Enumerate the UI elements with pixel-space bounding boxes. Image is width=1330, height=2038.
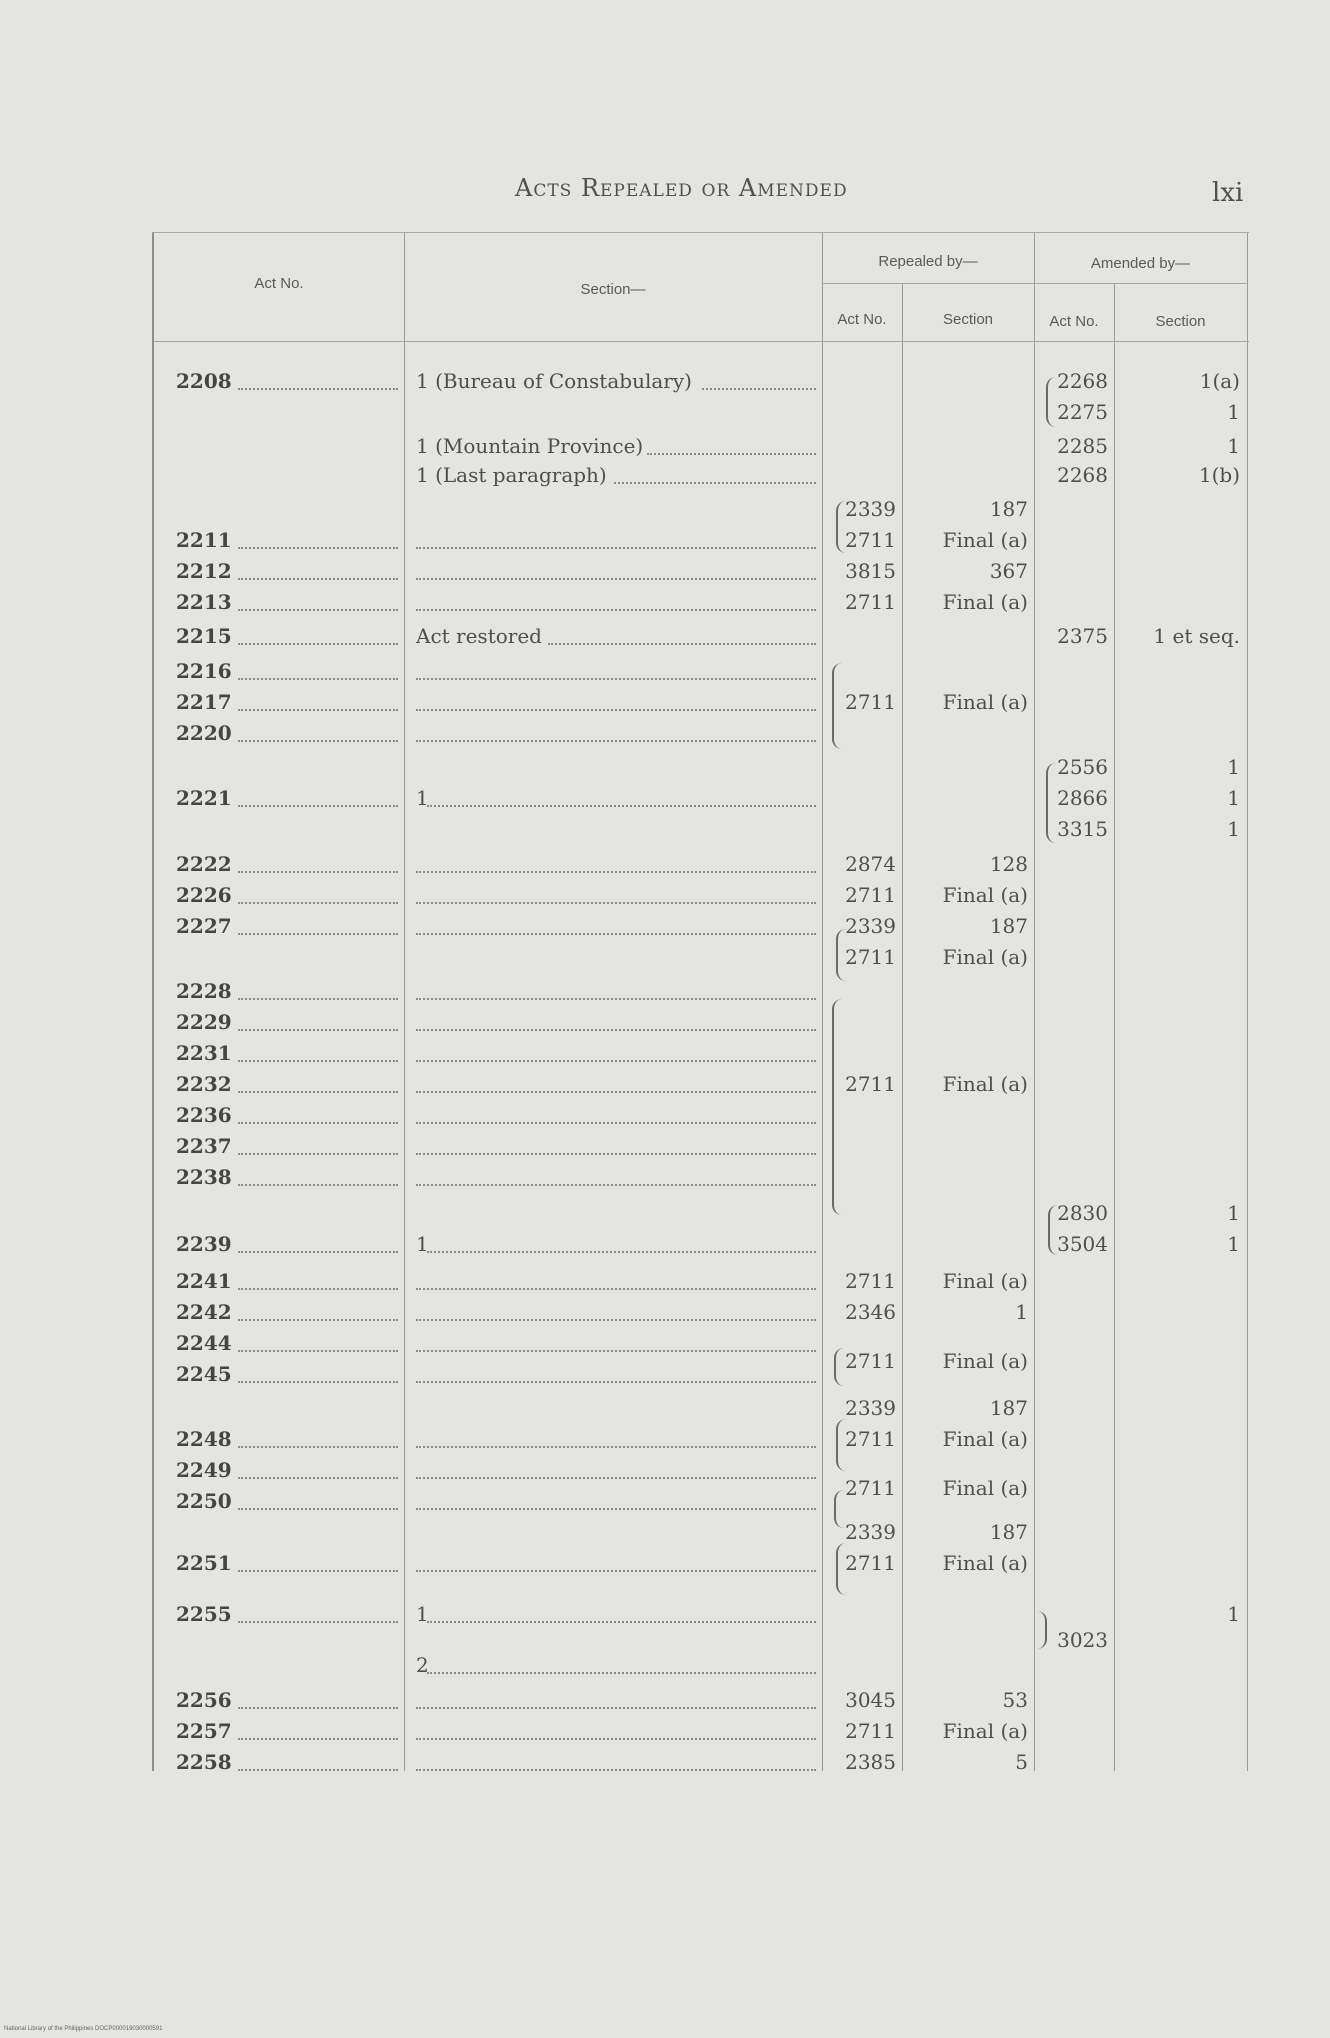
col-header-rep-section: Section — [942, 311, 994, 328]
repealed-act-no: 2711 — [845, 883, 896, 907]
repealed-act-no: 2711 — [845, 1551, 896, 1575]
dot-leader — [427, 805, 816, 807]
dot-leader — [238, 1381, 398, 1383]
amended-act-no: 2830 — [1057, 1201, 1108, 1225]
repealed-section: 128 — [989, 852, 1028, 876]
act-number: 2227 — [176, 914, 232, 938]
dot-leader — [416, 547, 816, 549]
repealed-act-no: 3045 — [845, 1688, 896, 1712]
repealed-act-no: 2874 — [845, 852, 896, 876]
dot-leader — [238, 643, 398, 645]
act-number: 2258 — [176, 1750, 232, 1774]
section-text: 1 — [416, 786, 429, 810]
dot-leader — [238, 1570, 398, 1572]
act-number: 2231 — [176, 1041, 232, 1065]
dot-leader — [238, 1184, 398, 1186]
dot-leader — [238, 1153, 398, 1155]
dot-leader — [416, 1707, 816, 1709]
dot-leader — [416, 1570, 816, 1572]
dot-leader — [416, 678, 816, 680]
act-number: 2216 — [176, 659, 232, 683]
dot-leader — [416, 1446, 816, 1448]
repealed-act-no: 2339 — [845, 1396, 896, 1420]
repealed-section: Final (a) — [942, 1719, 1028, 1743]
dot-leader — [238, 933, 398, 935]
dot-leader — [238, 578, 398, 580]
repealed-act-no: 2339 — [845, 497, 896, 521]
dot-leader — [238, 998, 398, 1000]
repealed-section: Final (a) — [942, 1476, 1028, 1500]
dot-leader — [416, 1738, 816, 1740]
dot-leader — [238, 709, 398, 711]
repealed-act-no: 2339 — [845, 914, 896, 938]
dot-leader — [427, 1251, 816, 1253]
dot-leader — [238, 1091, 398, 1093]
col-header-section: Section— — [580, 281, 646, 298]
dot-leader — [416, 1060, 816, 1062]
act-number: 2245 — [176, 1362, 232, 1386]
dot-leader — [416, 1769, 816, 1771]
acts-table — [152, 232, 1249, 1774]
col-header-act-no: Act No. — [254, 275, 304, 292]
dot-leader — [647, 453, 816, 455]
repealed-section: 187 — [989, 914, 1028, 938]
act-number: 2221 — [176, 786, 232, 810]
dot-leader — [416, 1508, 816, 1510]
dot-leader — [614, 482, 816, 484]
act-number: 2232 — [176, 1072, 232, 1096]
dot-leader — [416, 709, 816, 711]
dot-leader — [238, 1319, 398, 1321]
dot-leader — [416, 1029, 816, 1031]
repealed-act-no: 2339 — [845, 1520, 896, 1544]
act-number: 2257 — [176, 1719, 232, 1743]
dot-leader — [238, 1350, 398, 1352]
act-number: 2250 — [176, 1489, 232, 1513]
act-number: 2217 — [176, 690, 232, 714]
col-header-am-section: Section — [1155, 313, 1206, 330]
repealed-act-no: 2711 — [845, 1072, 896, 1096]
dot-leader — [702, 388, 816, 390]
table-body — [154, 233, 1249, 1774]
repealed-act-no: 2711 — [845, 528, 896, 552]
repealed-section: Final (a) — [942, 1269, 1028, 1293]
dot-leader — [238, 1122, 398, 1124]
dot-leader — [416, 902, 816, 904]
dot-leader — [416, 1477, 816, 1479]
amended-section: 1 — [1227, 1602, 1240, 1626]
dot-leader — [238, 1508, 398, 1510]
dot-leader — [238, 871, 398, 873]
act-number: 2251 — [176, 1551, 232, 1575]
dot-leader — [416, 609, 816, 611]
act-number: 2215 — [176, 624, 232, 648]
section-text: 1 — [416, 1602, 429, 1626]
amended-section: 1 et seq. — [1153, 624, 1240, 648]
repealed-section: Final (a) — [942, 1072, 1028, 1096]
act-number: 2238 — [176, 1165, 232, 1189]
repealed-act-no: 2711 — [845, 1427, 896, 1451]
dot-leader — [238, 902, 398, 904]
amended-section: 1 — [1227, 1232, 1240, 1256]
act-number: 2237 — [176, 1134, 232, 1158]
amended-section: 1 — [1227, 786, 1240, 810]
dot-leader — [416, 998, 816, 1000]
amended-section: 1 — [1227, 1201, 1240, 1225]
repealed-section: Final (a) — [942, 1349, 1028, 1373]
col-header-am-act-no: Act No. — [1049, 313, 1099, 330]
repealed-act-no: 2711 — [845, 945, 896, 969]
amended-act-no: 2866 — [1057, 786, 1108, 810]
dot-leader — [416, 1184, 816, 1186]
repealed-act-no: 3815 — [845, 559, 896, 583]
amended-section: 1 — [1227, 755, 1240, 779]
repealed-act-no: 2711 — [845, 590, 896, 614]
amended-act-no: 3504 — [1057, 1232, 1108, 1256]
repealed-section: 187 — [989, 1520, 1028, 1544]
col-header-repealed-by: Repealed by— — [878, 253, 978, 270]
page-number: lxi — [1212, 178, 1244, 208]
page-header — [0, 170, 1330, 220]
act-number: 2241 — [176, 1269, 232, 1293]
act-number: 2211 — [176, 528, 232, 552]
amended-act-no: 2275 — [1057, 400, 1108, 424]
repealed-section: Final (a) — [942, 690, 1028, 714]
repealed-section: Final (a) — [942, 1427, 1028, 1451]
act-number: 2228 — [176, 979, 232, 1003]
act-number: 2256 — [176, 1688, 232, 1712]
col-header-rep-act-no: Act No. — [837, 311, 887, 328]
amended-section: 1(b) — [1198, 463, 1240, 487]
repealed-act-no: 2711 — [845, 1349, 896, 1373]
act-number: 2213 — [176, 590, 232, 614]
repealed-act-no: 2711 — [845, 1476, 896, 1500]
repealed-section: Final (a) — [942, 528, 1028, 552]
page-title: Acts Repealed or Amended — [515, 174, 848, 202]
dot-leader — [238, 547, 398, 549]
col-header-amended-by: Amended by— — [1090, 255, 1191, 272]
section-text: 1 (Bureau of Constabulary) — [416, 369, 692, 393]
dot-leader — [238, 388, 398, 390]
section-text: 1 (Last paragraph) — [416, 463, 607, 487]
dot-leader — [238, 1477, 398, 1479]
amended-act-no: 3023 — [1057, 1628, 1108, 1652]
dot-leader — [416, 1350, 816, 1352]
act-number: 2249 — [176, 1458, 232, 1482]
act-number: 2226 — [176, 883, 232, 907]
dot-leader — [416, 1381, 816, 1383]
amended-section: 1 — [1227, 817, 1240, 841]
amended-act-no: 2268 — [1057, 369, 1108, 393]
act-number: 2239 — [176, 1232, 232, 1256]
dot-leader — [416, 1091, 816, 1093]
amended-section: 1(a) — [1199, 369, 1240, 393]
repealed-act-no: 2711 — [845, 690, 896, 714]
repealed-act-no: 2711 — [845, 1269, 896, 1293]
repealed-section: 187 — [989, 1396, 1028, 1420]
repealed-section: 53 — [1002, 1688, 1028, 1712]
act-number: 2248 — [176, 1427, 232, 1451]
dot-leader — [238, 1621, 398, 1623]
dot-leader — [238, 1738, 398, 1740]
dot-leader — [416, 871, 816, 873]
act-number: 2244 — [176, 1331, 232, 1355]
repealed-section: 367 — [989, 559, 1028, 583]
repealed-act-no: 2711 — [845, 1719, 896, 1743]
dot-leader — [416, 578, 816, 580]
dot-leader — [238, 1446, 398, 1448]
amended-act-no: 2375 — [1057, 624, 1108, 648]
repealed-section: 187 — [989, 497, 1028, 521]
dot-leader — [238, 805, 398, 807]
dot-leader — [238, 1251, 398, 1253]
repealed-section: Final (a) — [942, 883, 1028, 907]
act-number: 2220 — [176, 721, 232, 745]
amended-act-no: 2285 — [1057, 434, 1108, 458]
section-text: 1 (Mountain Province) — [416, 434, 644, 458]
dot-leader — [238, 609, 398, 611]
dot-leader — [416, 1319, 816, 1321]
dot-leader — [427, 1672, 816, 1674]
dot-leader — [416, 740, 816, 742]
repealed-section: 1 — [1015, 1300, 1028, 1324]
act-number: 2242 — [176, 1300, 232, 1324]
amended-act-no: 2268 — [1057, 463, 1108, 487]
dot-leader — [416, 933, 816, 935]
amended-act-no: 3315 — [1057, 817, 1108, 841]
act-number: 2229 — [176, 1010, 232, 1034]
repealed-act-no: 2385 — [845, 1750, 896, 1774]
dot-leader — [238, 678, 398, 680]
dot-leader — [238, 1060, 398, 1062]
repealed-section: 5 — [1015, 1750, 1028, 1774]
dot-leader — [416, 1153, 816, 1155]
dot-leader — [238, 1707, 398, 1709]
dot-leader — [238, 740, 398, 742]
section-text: 1 — [416, 1232, 429, 1256]
repealed-section: Final (a) — [942, 1551, 1028, 1575]
section-text: Act restored — [416, 624, 542, 648]
section-text: 2 — [416, 1653, 429, 1677]
dot-leader — [427, 1621, 816, 1623]
act-number: 2255 — [176, 1602, 232, 1626]
dot-leader — [238, 1029, 398, 1031]
dot-leader — [416, 1122, 816, 1124]
act-number: 2212 — [176, 559, 232, 583]
dot-leader — [548, 643, 816, 645]
dot-leader — [238, 1288, 398, 1290]
footer-credit: National Library of the Philippines DOCP000019030000591 — [4, 2026, 163, 2032]
amended-section: 1 — [1227, 434, 1240, 458]
repealed-section: Final (a) — [942, 945, 1028, 969]
repealed-act-no: 2346 — [845, 1300, 896, 1324]
act-number: 2236 — [176, 1103, 232, 1127]
dot-leader — [238, 1769, 398, 1771]
amended-section: 1 — [1227, 400, 1240, 424]
act-number: 2208 — [176, 369, 232, 393]
dot-leader — [416, 1288, 816, 1290]
amended-act-no: 2556 — [1057, 755, 1108, 779]
act-number: 2222 — [176, 852, 232, 876]
repealed-section: Final (a) — [942, 590, 1028, 614]
